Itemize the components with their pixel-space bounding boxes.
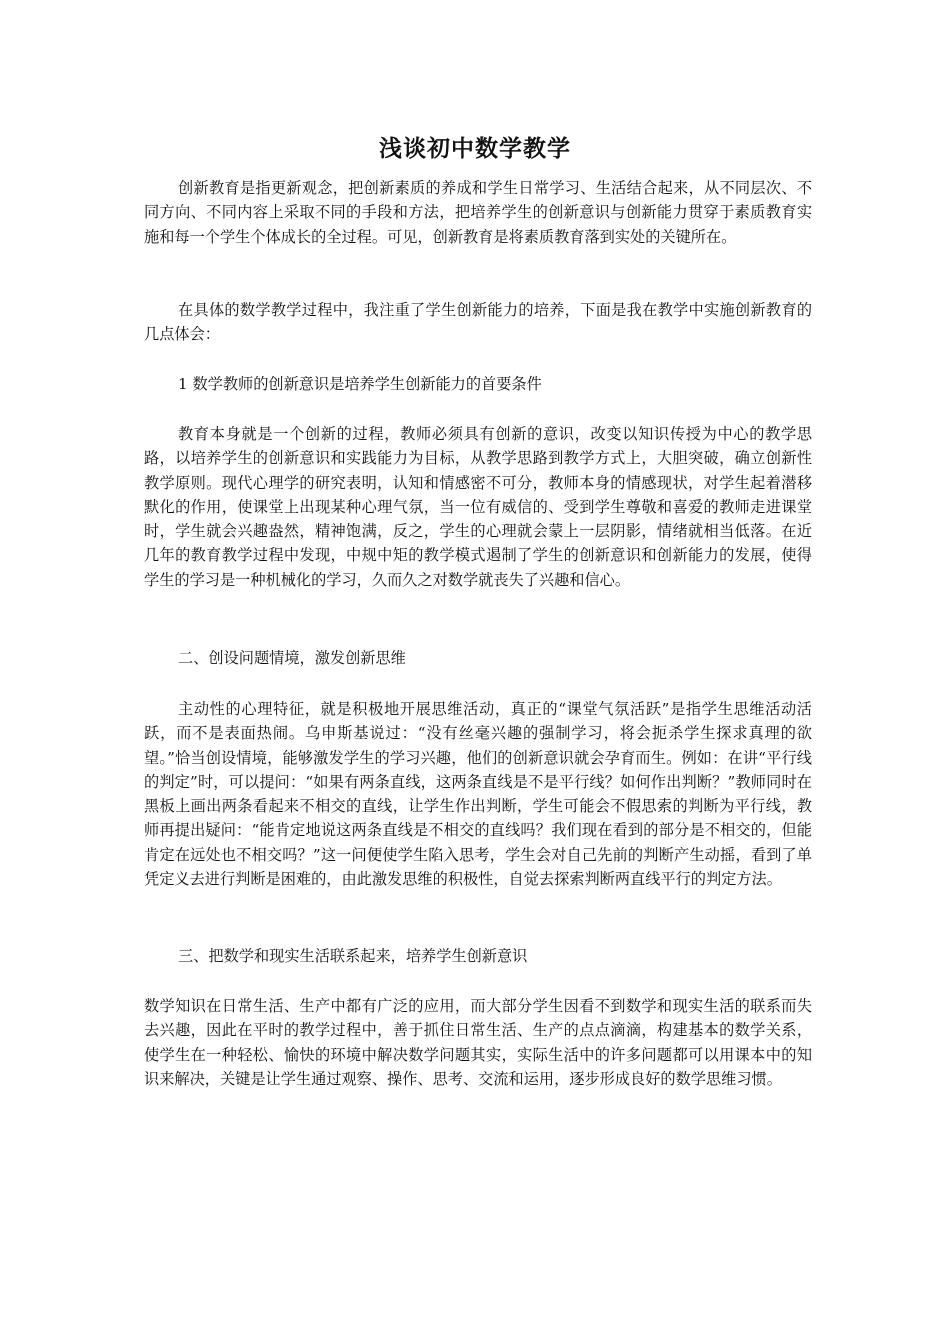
intro-paragraph: 创新教育是指更新观念，把创新素质的养成和学生日常学习、生活结合起来，从不同层次、不同方向、不同内容上采取不同的手段和方法，把培养学生的创新意识与创新能力贯穿于素质教育实施和每一个学生个体成长的全过程。可见，创新教育是将素质教育落到实处的关键所在。 xyxy=(144,179,812,246)
section-heading-3: 三、把数学和现实生活联系起来，培养学生创新意识 xyxy=(178,947,528,965)
context-paragraph: 在具体的数学教学过程中，我注重了学生创新能力的培养，下面是我在教学中实施创新教育的几点体会： xyxy=(144,301,812,344)
section-heading-1: 1 数学教师的创新意识是培养学生创新能力的首要条件 xyxy=(178,375,542,393)
section-body-1: 教育本身就是一个创新的过程，教师必须具有创新的意识，改变以知识传授为中心的教学思路，以培养学生的创新意识和实践能力为目标，从教学思路到教学方式上，大胆突破，确立创新性教学原则。现代心理学的研究表明，认知和情感密不可分，教师本身的情感现状，对学生起着潜移默化的作用，使课堂上出现某种心理气氛，当一位有威信的、受到学生尊敬和喜爱的教师走进课堂时，学生就会兴趣盎然，精神饱满，反之，学生的心理就会蒙上一层阴影，情绪就相当低落。在近几年的教育教学过程中发现，中规中矩的教学模式遏制了学生的创新意识和创新能力的发展，使得学生的学习是一种机械化的学习，久而久之对数学就丧失了兴趣和信心。 xyxy=(144,425,812,589)
section-body-3: 数学知识在日常生活、生产中都有广泛的应用，而大部分学生因看不到数学和现实生活的联系而失去兴趣，因此在平时的教学过程中，善于抓住日常生活、生产的点点滴滴，构建基本的数学关系，使学生在一种轻松、愉快的环境中解决数学问题其实，实际生活中的许多问题都可以用课本中的知识来解决，关键是让学生通过观察、操作、思考、交流和运用，逐步形成良好的数学思维习惯。 xyxy=(144,997,812,1088)
section-body-2: 主动性的心理特征，就是积极地开展思维活动，真正的“课堂气氛活跃”是指学生思维活动活跃，而不是表面热闹。乌申斯基说过：“没有丝毫兴趣的强制学习，将会扼杀学生探求真理的欲望。”恰当创设情境，能够激发学生的学习兴趣，他们的创新意识就会孕育而生。例如：在讲“平行线的判定”时，可以提问：“如果有两条直线，这两条直线是不是平行线？如何作出判断？”教师同时在黑板上画出两条看起来不相交的直线，让学生作出判断，学生可能会不假思索的判断为平行线，教师再提出疑问：“能肯定地说这两条直线是不相交的直线吗？我们现在看到的部分是不相交的，但能肯定在远处也不相交吗？”这一问便使学生陷入思考，学生会对自己先前的判断产生动摇，看到了单凭定义去进行判断是困难的，由此激发思维的积极性，自觉去探索判断两直线平行的判定方法。 xyxy=(144,700,812,889)
section-heading-2: 二、创设问题情境，激发创新思维 xyxy=(178,649,406,667)
document-title: 浅谈初中数学教学 xyxy=(379,136,571,162)
